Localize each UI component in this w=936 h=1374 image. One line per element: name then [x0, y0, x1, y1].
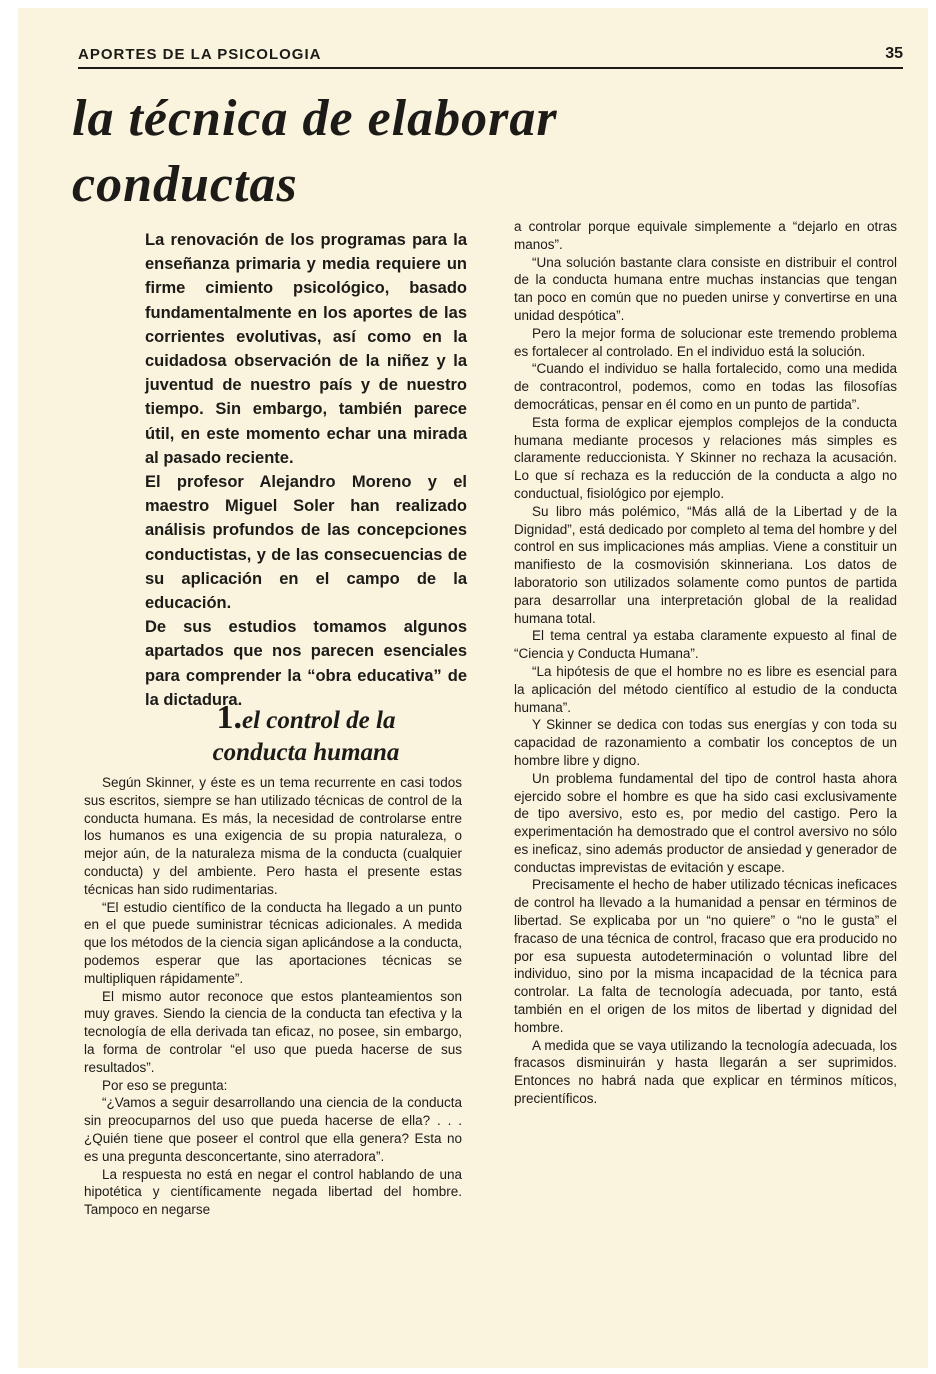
section-number: 1.: [216, 699, 243, 736]
body-paragraph: Por eso se pregunta:: [102, 1077, 228, 1093]
body-paragraph: a controlar porque equivale simplemente a “dejarlo en otras manos”.: [514, 219, 897, 252]
header-rule: [78, 67, 903, 69]
body-paragraph: Su libro más polémico, “Más allá de la Libertad y de la Dignidad”, está dedicado por completo al tema del hombre y del control en sus implicaciones más amplias. Viene a constituir un manifiesto de la cosmovisión skinneriana. Los datos de laboratorio son utilizados solamente como puntos de partida para desarrollar una interpretación global de la realidad humana total.: [514, 503, 897, 626]
body-paragraph: “El estudio científico de la conducta ha llegado a un punto en el que puede suministrar técnicas adicionales. A medida que los métodos de la ciencia sigan aplicándose a la conducta, podemos esperar que las aportaciones técnicas se multipliquen rápidamente”.: [84, 899, 462, 986]
section-heading: [145, 699, 467, 769]
body-paragraph: Y Skinner se dedica con todas sus energías y con toda su capacidad de razonamiento a combatir los conceptos de un hombre libre y digno.: [514, 717, 897, 768]
body-paragraph: “La hipótesis de que el hombre no es libre es esencial para la aplicación del método científico al estudio de la conducta humana”.: [514, 663, 897, 715]
left-column: [84, 774, 462, 1219]
section-title-line-1: el control de la: [242, 707, 396, 734]
intro-block: [145, 228, 467, 712]
title-line-2: conductas: [72, 156, 298, 213]
body-paragraph: A medida que se vaya utilizando la tecnología adecuada, los fracasos disminuirán y hasta llegarán a ser suprimidos. Entonces no habrá nada que explicar en términos míticos, precientíficos.: [514, 1037, 897, 1107]
page-number: 35: [885, 45, 903, 62]
body-paragraph: La respuesta no está en negar el control hablando de una hipotética y científicamente negada libertad del hombre. Tampoco en negarse: [84, 1166, 462, 1218]
body-paragraph: El mismo autor reconoce que estos planteamientos son muy graves. Siendo la ciencia de la conducta tan efectiva y la tecnología de ella derivada tan eficaz, no posee, sin embargo, la forma de controlar “el uso que pueda hacerse de sus resultados”.: [84, 988, 462, 1075]
body-paragraph: “¿Vamos a seguir desarrollando una ciencia de la conducta sin preocuparnos del uso que pueda hacerse de ella? . . . ¿Quién tiene que poseer el control que ella genera? Esta no es una pregunta desconcertante, sino aterradora”.: [84, 1095, 462, 1164]
body-paragraph: Pero la mejor forma de solucionar este tremendo problema es fortalecer al controlado. En el individuo está la solución.: [514, 325, 897, 359]
body-paragraph: Precisamente el hecho de haber utilizado técnicas ineficaces de control ha llevado a la humanidad a pensar en términos de libertad. Se explicaba por un “no quiere” o “no le gusta” el fracaso de una técnica de control, fracaso que era producido no por esa supuesta autodeterminación o voluntad libre del individuo, sino por la misma incapacidad de la técnica para controlar. La falta de tecnología adecuada, por tanto, está también en el origen de los mitos de libertad y dignidad del hombre.: [514, 877, 897, 1035]
intro-paragraph: El profesor Alejandro Moreno y el maestro Miguel Soler han realizado análisis profundos de las concepciones conductistas, y de las consecuencias de su aplicación en el campo de la educación.: [145, 473, 467, 613]
body-paragraph: Un problema fundamental del tipo de control hasta ahora ejercido sobre el hombre es que ha sido casi exclusivamente de tipo aversivo, esto es, por medio del castigo. Pero la experimentación ha demostrado que el control aversivo no sólo es ineficaz, sino además productor de ansiedad y generador de conductas imprevistas de evitación y escape.: [514, 770, 897, 875]
section-header: APORTES DE LA PSICOLOGIA: [78, 46, 322, 63]
body-paragraph: Según Skinner, y éste es un tema recurrente en casi todos sus escritos, siempre se han utilizado técnicas de control de la conducta humana. Es más, la necesidad de controlarse entre los humanos es una exigencia de su propia naturaleza, o mejor aún, de la naturaleza misma de la conducta (cualquier conducta) y del ambiente. Pero hasta el presente estas técnicas han sido rudimentarias.: [84, 775, 462, 897]
body-paragraph: Esta forma de explicar ejemplos complejos de la conducta humana mediante procesos y relaciones más simples es claramente reduccionista. Y Skinner no rechaza la acusación. Lo que sí rechaza es la reducción de la conducta a algo no conductual, fisiológico por ejemplo.: [514, 414, 897, 501]
intro-paragraph: De sus estudios tomamos algunos apartados que nos parecen esenciales para comprender la “obra educativa” de la dictadura.: [145, 618, 467, 709]
body-paragraph: “Una solución bastante clara consiste en distribuir el control de la conducta humana entre muchas instancias que tengan tan poco en común que no pueden unirse y convertirse en una unidad despótica”.: [514, 254, 897, 323]
right-column: [514, 218, 897, 1108]
article-title: [72, 86, 692, 218]
body-paragraph: El tema central ya estaba claramente expuesto al final de “Ciencia y Conducta Humana”.: [514, 628, 897, 662]
section-title-line-2: conducta humana: [212, 739, 400, 766]
title-line-1: la técnica de elaborar: [72, 90, 558, 147]
running-head: [78, 46, 903, 68]
body-paragraph: “Cuando el individuo se halla fortalecido, como una medida de contracontrol, podemos, como en todas las filosofías democráticas, pensar en él como en un punto de partida”.: [514, 361, 897, 412]
intro-paragraph: La renovación de los programas para la enseñanza primaria y media requiere un firme cimiento psicológico, basado fundamentalmente en los aportes de las corrientes evolutivas, así como en la cuidadosa observación de la niñez y la juventud de nuestro país y de nuestro tiempo. Sin embargo, también parece útil, en este momento echar una mirada al pasado reciente.: [145, 231, 467, 467]
